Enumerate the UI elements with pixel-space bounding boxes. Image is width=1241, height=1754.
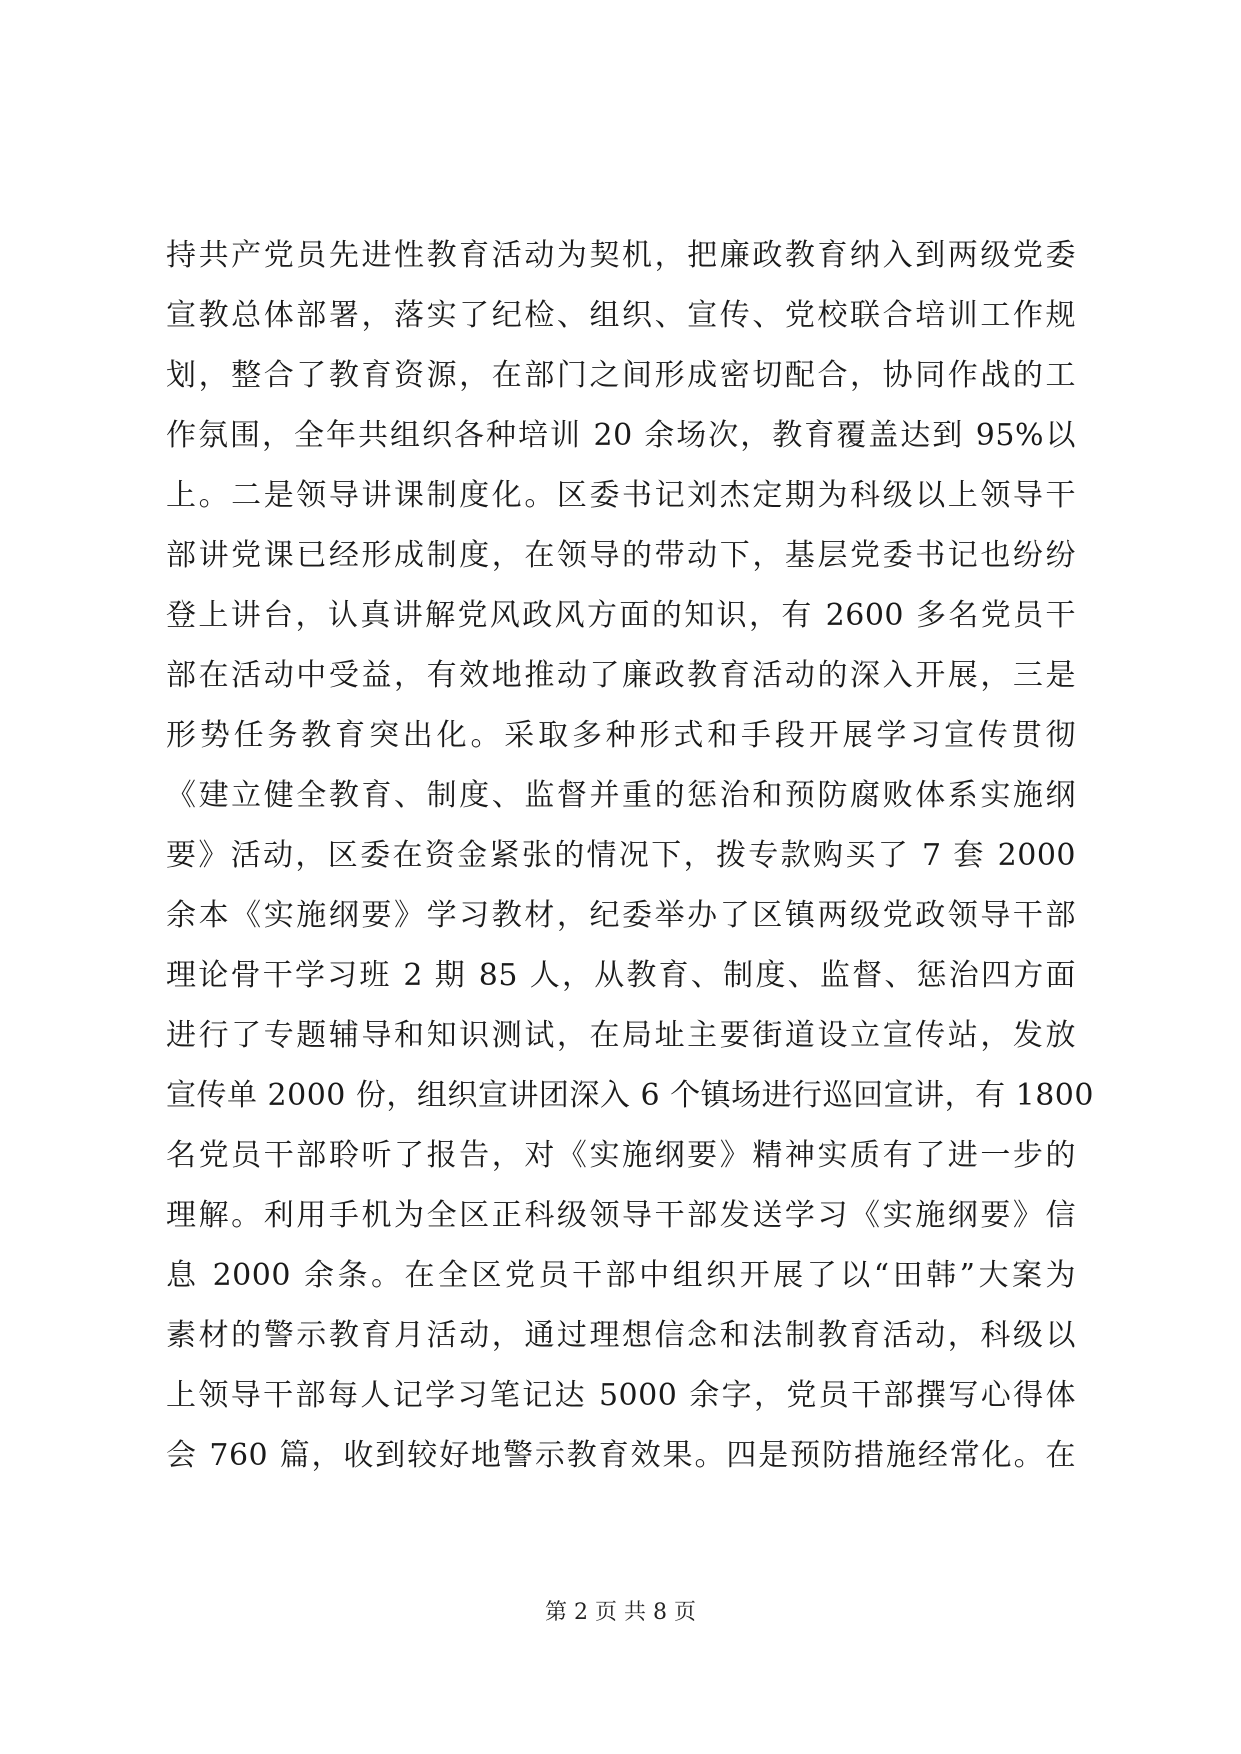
text-line: 上领导干部每人记学习笔记达 5000 余字，党员干部撰写心得体 bbox=[166, 1378, 1076, 1413]
text-line: 登上讲台，认真讲解党风政风方面的知识，有 2600 多名党员干 bbox=[166, 598, 1076, 633]
text-line: 作氛围，全年共组织各种培训 20 余场次，教育覆盖达到 95%以 bbox=[166, 418, 1076, 453]
text-line: 持共产党员先进性教育活动为契机，把廉政教育纳入到两级党委 bbox=[166, 238, 1076, 273]
text-line: 素材的警示教育月活动，通过理想信念和法制教育活动，科级以 bbox=[166, 1318, 1076, 1353]
text-line: 部讲党课已经形成制度，在领导的带动下，基层党委书记也纷纷 bbox=[166, 538, 1076, 573]
text-line: 进行了专题辅导和知识测试，在局址主要街道设立宣传站，发放 bbox=[166, 1018, 1076, 1053]
text-line: 名党员干部聆听了报告，对《实施纲要》精神实质有了进一步的 bbox=[166, 1138, 1076, 1173]
page-footer: 第 2 页 共 8 页 bbox=[545, 1600, 696, 1625]
text-line: 理解。利用手机为全区正科级领导干部发送学习《实施纲要》信 bbox=[166, 1198, 1076, 1233]
text-line: 形势任务教育突出化。采取多种形式和手段开展学习宣传贯彻 bbox=[166, 718, 1076, 753]
text-line: 余本《实施纲要》学习教材，纪委举办了区镇两级党政领导干部 bbox=[166, 898, 1076, 933]
text-line: 上。二是领导讲课制度化。区委书记刘杰定期为科级以上领导干 bbox=[166, 478, 1076, 513]
text-line: 要》活动，区委在资金紧张的情况下，拨专款购买了 7 套 2000 bbox=[166, 838, 1076, 873]
text-line: 宣传单 2000 份，组织宣讲团深入 6 个镇场进行巡回宣讲，有 1800 bbox=[166, 1078, 1094, 1113]
text-line: 理论骨干学习班 2 期 85 人，从教育、制度、监督、惩治四方面 bbox=[166, 958, 1076, 993]
text-line: 部在活动中受益，有效地推动了廉政教育活动的深入开展，三是 bbox=[166, 658, 1076, 693]
body-text bbox=[166, 226, 1094, 1486]
text-line: 划，整合了教育资源，在部门之间形成密切配合，协同作战的工 bbox=[166, 358, 1076, 393]
text-line: 《建立健全教育、制度、监督并重的惩治和预防腐败体系实施纲 bbox=[166, 778, 1076, 813]
text-line: 会 760 篇，收到较好地警示教育效果。四是预防措施经常化。在 bbox=[166, 1438, 1076, 1473]
text-line: 宣教总体部署，落实了纪检、组织、宣传、党校联合培训工作规 bbox=[166, 298, 1076, 333]
text-line: 息 2000 余条。在全区党员干部中组织开展了以“田韩”大案为 bbox=[166, 1258, 1076, 1293]
